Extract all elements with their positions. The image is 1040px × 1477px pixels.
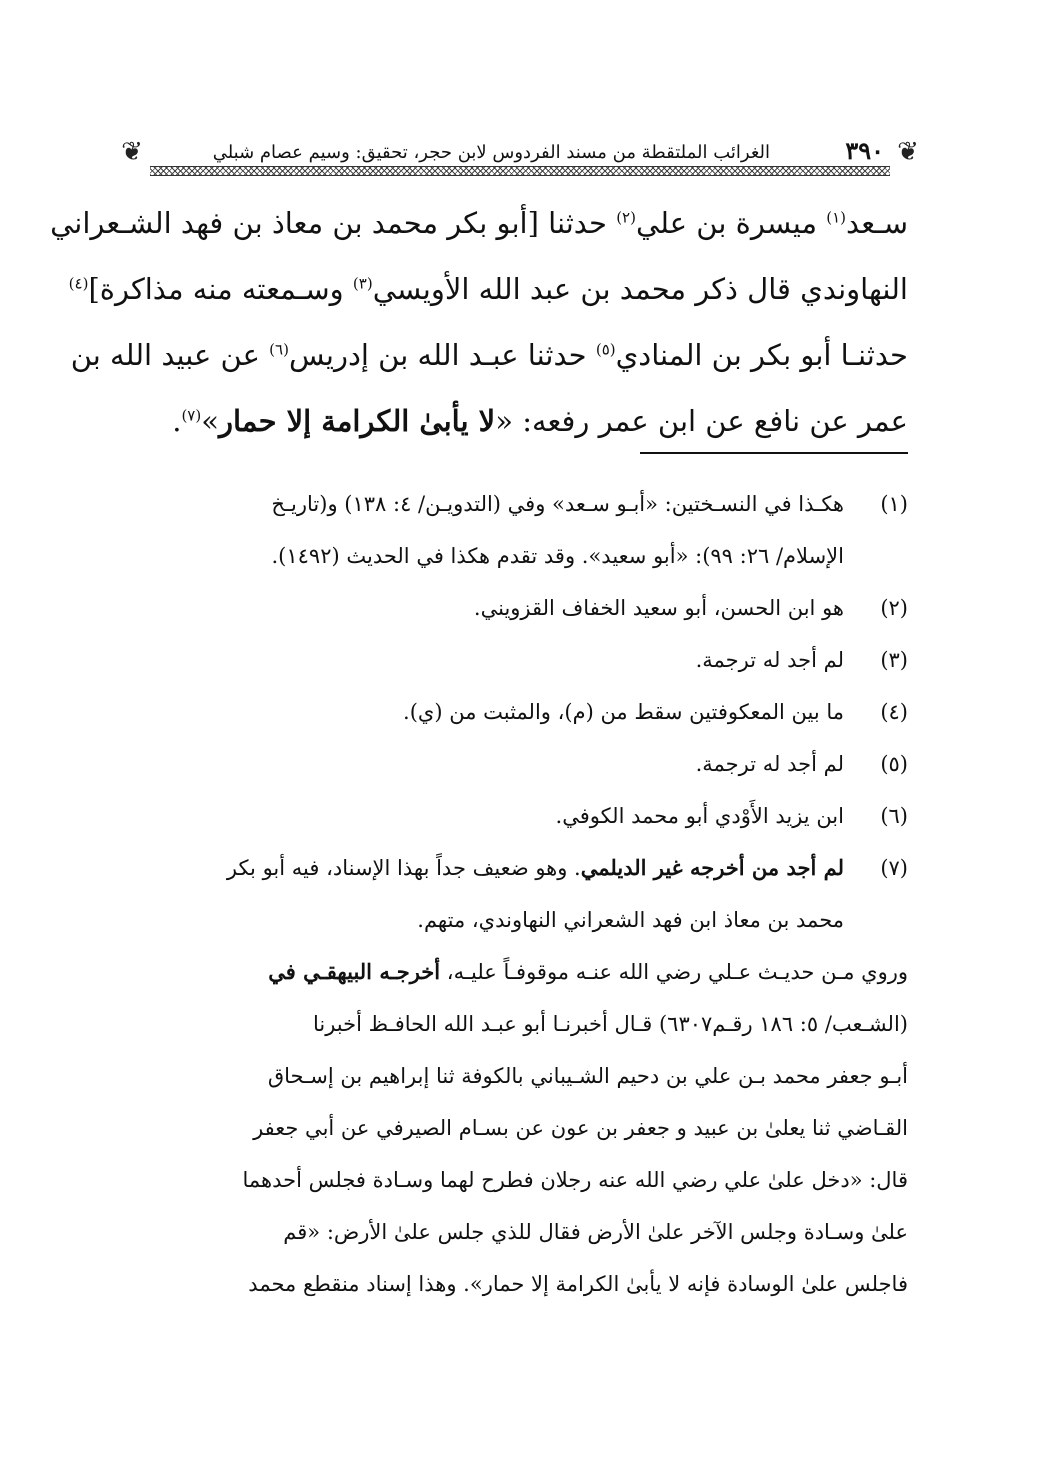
floral-ornament-icon: ❦ bbox=[121, 137, 143, 167]
footnote bbox=[132, 634, 908, 686]
footnote-text: هكـذا في النسـختين: «أبـو سـعد» وفي (التدويـن/ ٤: ١٣٨) و(تاريـخ bbox=[271, 492, 844, 516]
footnote-ref[interactable]: (١) bbox=[826, 208, 846, 227]
text-run: وروي مـن حديـث عـلي رضي الله عنـه موقوفـاً عليـه، bbox=[440, 960, 908, 984]
main-line bbox=[68, 256, 908, 322]
footnote bbox=[132, 478, 908, 582]
footnotes bbox=[132, 478, 908, 1310]
footnote-ref[interactable]: (٢) bbox=[616, 208, 636, 227]
footnote-text: علىٰ وسـادة وجلس الآخر علىٰ الأرض فقال للذي جلس علىٰ الأرض: «قم bbox=[283, 1220, 908, 1244]
footnote-separator bbox=[640, 452, 908, 454]
floral-ornament-icon: ❦ bbox=[897, 137, 919, 167]
text-run: ميسرة بن علي bbox=[635, 206, 827, 240]
footnote-number: (٢) bbox=[880, 596, 908, 620]
footnote-text: لم أجد له ترجمة. bbox=[695, 648, 844, 672]
text-run: النهاوندي قال ذكر محمد بن عبد الله الأويسي bbox=[372, 272, 908, 306]
footnote-ref[interactable]: (٤) bbox=[68, 274, 89, 293]
text-run: عمر عن نافع عن ابن عمر رفعه: « bbox=[495, 404, 908, 438]
text-run: . وهو ضعيف جداً بهذا الإسناد، فيه أبو بكر bbox=[226, 856, 581, 880]
footnote bbox=[132, 582, 908, 634]
footnote-text: القـاضي ثنا يعلىٰ بن عبيد و جعفر بن عون عن بسـام الصيرفي عن أبي جعفر bbox=[253, 1116, 908, 1140]
footnote-text: فاجلس علىٰ الوسادة فإنه لا يأبىٰ الكرامة إلا حمار». وهذا إسناد منقطع محمد bbox=[248, 1272, 908, 1296]
footnote-paragraph bbox=[132, 946, 908, 1310]
hadith-text: لا يأبىٰ الكرامة إلا حمار bbox=[218, 404, 496, 438]
footnote-number: (٧) bbox=[880, 856, 908, 880]
text-run: حدثنا [أبو بكر محمد بن معاذ بن فهد الشـعراني bbox=[50, 206, 617, 240]
footnote bbox=[132, 686, 908, 738]
footnote-ref[interactable]: (٦) bbox=[269, 340, 289, 359]
footnote bbox=[132, 842, 908, 946]
footnote-number: (٣) bbox=[880, 648, 908, 672]
text-run: حدثنـا أبو بكر بن المنادي bbox=[615, 338, 908, 372]
footnote bbox=[132, 790, 908, 842]
footnote-text: محمد بن معاذ ابن فهد الشعراني النهاوندي، متهم. bbox=[417, 908, 844, 932]
text-run: وسـمعته منه مذاكرة] bbox=[88, 272, 353, 306]
main-text bbox=[50, 190, 908, 454]
footnote-text bbox=[132, 842, 844, 894]
footnote-text: ابن يزيد الأَوْدي أبو محمد الكوفي. bbox=[555, 804, 844, 828]
footnote-text bbox=[132, 946, 908, 998]
footnote-number: (٦) bbox=[880, 804, 908, 828]
main-line bbox=[70, 322, 908, 388]
footnote-text: ما بين المعكوفتين سقط من (م)، والمثبت من (ي). bbox=[403, 700, 844, 724]
bold-text: أخرجـه البيهقـي في bbox=[268, 959, 441, 984]
text-run: سـعد bbox=[845, 206, 908, 240]
footnote-text: أبـو جعفر محمد بـن علي بن دحيم الشـيباني بالكوفة ثنا إبراهيم بن إسـحاق bbox=[267, 1064, 908, 1088]
footnote-number: (١) bbox=[880, 492, 908, 516]
text-run: » bbox=[201, 404, 219, 438]
footnote-number: (٥) bbox=[880, 752, 908, 776]
footnote-ref[interactable]: (٥) bbox=[595, 340, 616, 359]
text-run: حدثنا عبـد الله بن إدريس bbox=[288, 338, 596, 372]
footnote bbox=[132, 738, 908, 790]
main-line bbox=[132, 388, 908, 454]
footnote-text: الإسلام/ ٢٦: ٩٩): «أبو سعيد». وقد تقدم هكذا في الحديث (١٤٩٢). bbox=[271, 544, 844, 568]
footnote-text: هو ابن الحسن، أبو سعيد الخفاف القزويني. bbox=[473, 596, 844, 620]
main-line bbox=[50, 190, 908, 256]
bold-text: لم أجد من أخرجه غير الديلمي bbox=[580, 855, 844, 880]
text-run: عن عبيد الله بن bbox=[70, 338, 270, 372]
footnote-text: لم أجد له ترجمة. bbox=[695, 752, 844, 776]
footnote-number: (٤) bbox=[880, 700, 908, 724]
text-run: . bbox=[172, 404, 182, 438]
footnote-text: (الشـعب/ ٥: ١٨٦ رقـم٦٣٠٧) قـال أخبرنـا أبو عبـد الله الحافـظ أخبرنا bbox=[312, 1012, 908, 1036]
footnote-text: قال: «دخل علىٰ علي رضي الله عنه رجلان فطرح لهما وسـادة فجلس أحدهما bbox=[242, 1168, 908, 1192]
header-rule bbox=[150, 166, 890, 176]
running-title: الغرائب الملتقطة من مسند الفردوس لابن حجر، تحقيق: وسيم عصام شبلي bbox=[212, 142, 770, 163]
footnote-ref[interactable]: (٧) bbox=[181, 406, 202, 425]
footnote-ref[interactable]: (٣) bbox=[352, 274, 373, 293]
page-number: ٣٩٠ bbox=[845, 136, 884, 165]
page-header bbox=[120, 132, 920, 176]
